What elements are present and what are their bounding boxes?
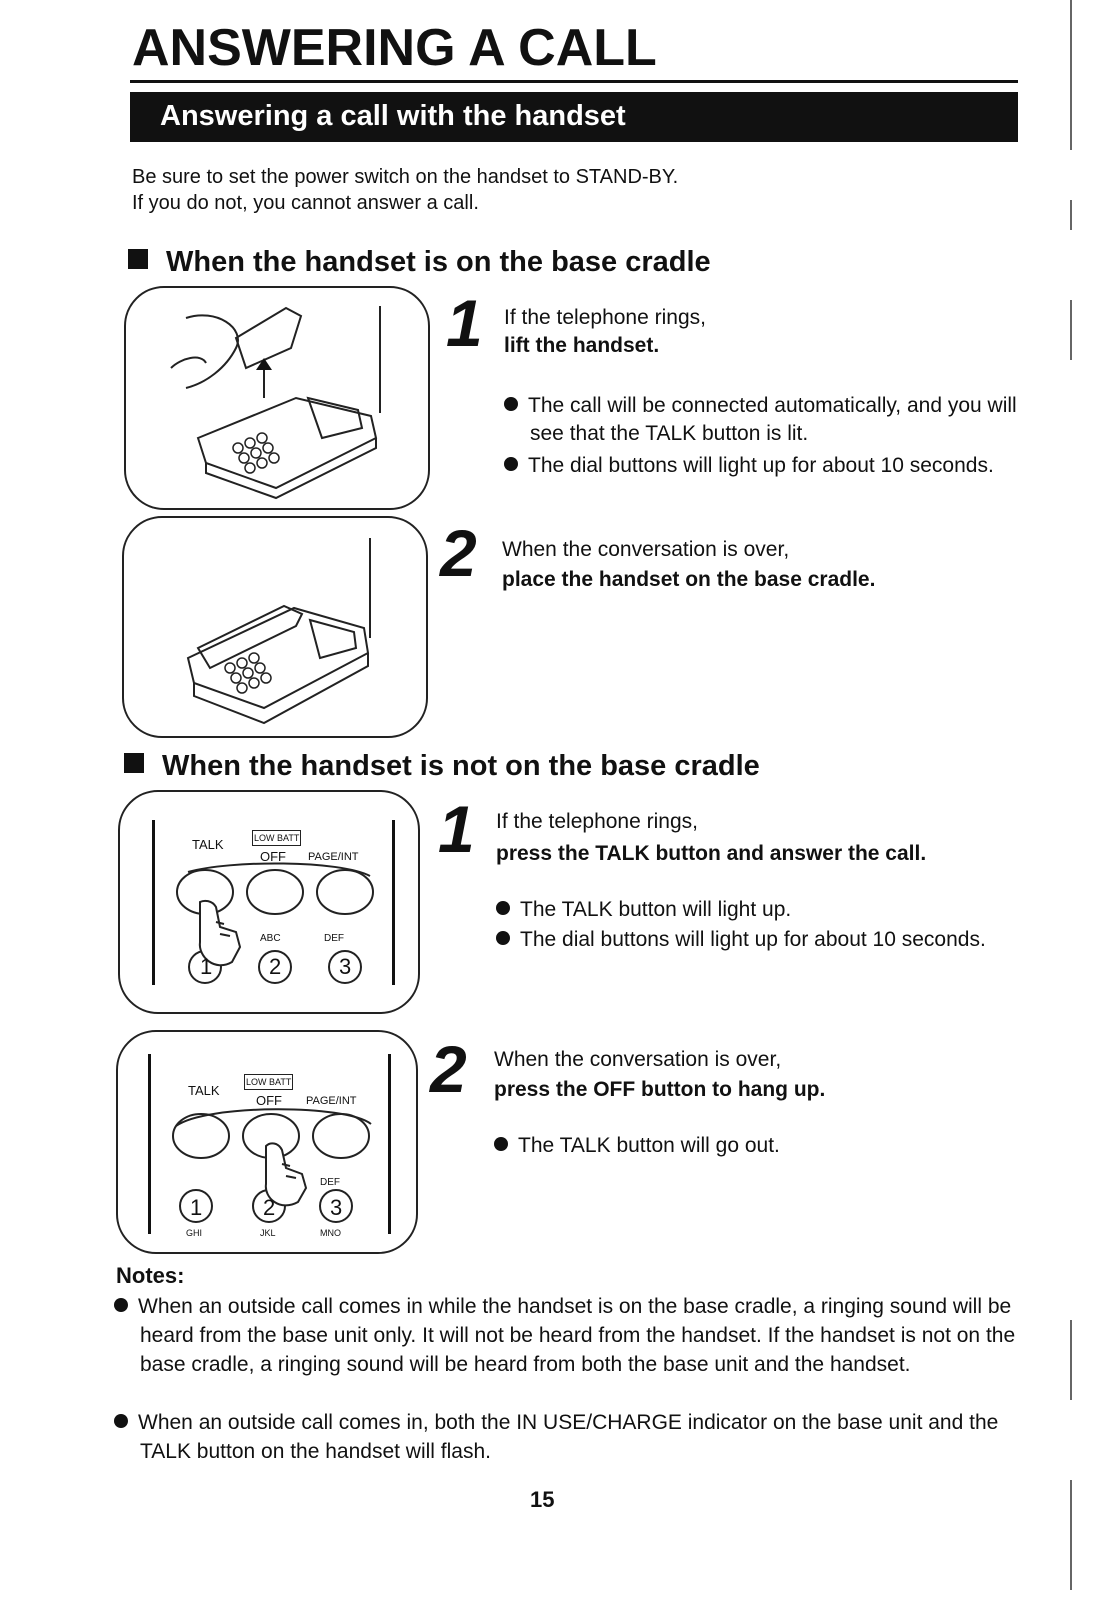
note-item: When an outside call comes in, both the IN USE/CHARGE indicator on the base unit and the TALK button on the handset will flash. [114, 1408, 1030, 1466]
bullet-dot-icon [504, 397, 518, 411]
key-1: 1 [190, 1195, 203, 1220]
scan-edge-line [1070, 1320, 1072, 1400]
step-action: press the TALK button and answer the call. [496, 842, 927, 865]
bullet-item: The dial buttons will light up for about 10 seconds. [496, 926, 992, 954]
step-text: When the conversation is over, [494, 1048, 782, 1071]
step-number: 1 [438, 792, 475, 866]
page-number: 15 [530, 1487, 555, 1512]
section-banner-text: Answering a call with the handset [160, 100, 626, 132]
ghi-label: GHI [186, 1228, 203, 1238]
section-heading-off-cradle: When the handset is not on the base cradle [124, 748, 760, 784]
phone-lift-icon [126, 288, 428, 508]
bullet-item: The dial buttons will light up for about 10 seconds. [504, 452, 1045, 480]
mno-label: MNO [320, 1228, 341, 1238]
bullet-dot-icon [494, 1137, 508, 1151]
step-action: lift the handset. [504, 334, 660, 357]
key-3: 3 [330, 1195, 343, 1220]
def-label: DEF [320, 1177, 340, 1188]
illustration-lift-handset [124, 286, 430, 510]
def-label: DEF [324, 933, 344, 944]
step-text: When the conversation is over, [502, 538, 790, 561]
section-heading-on-cradle: When the handset is on the base cradle [128, 244, 711, 280]
key-1: 1 [200, 954, 213, 979]
bullet-dot-icon [114, 1298, 128, 1312]
off-label: OFF [260, 849, 286, 864]
scan-edge-line [1070, 300, 1072, 360]
bullet-dot-icon [496, 931, 510, 945]
bullet-dot-icon [114, 1414, 128, 1428]
low-batt-label: LOW BATT [244, 1074, 293, 1090]
intro-line-1: Be sure to set the power switch on the handset to STAND-BY. [132, 166, 679, 188]
key-2: 2 [263, 1195, 276, 1220]
jkl-label: JKL [260, 1228, 276, 1238]
step-action: place the handset on the base cradle. [502, 568, 876, 591]
bullet-item: The call will be connected automatically, and you will see that the TALK button is lit. [504, 392, 1045, 448]
note-item: When an outside call comes in while the handset is on the base cradle, a ringing sound will be heard from the base unit only. It will not be heard from the handset. If the handset is not on the base cradle, a ringing sound will be heard from both the base unit and the handset. [114, 1292, 1030, 1379]
scan-edge-line [1070, 200, 1072, 230]
key-2: 2 [269, 954, 282, 979]
talk-label: TALK [192, 837, 224, 852]
step-text: If the telephone rings, [504, 306, 706, 329]
page-int-label: PAGE/INT [308, 851, 359, 863]
phone-cradle-icon [124, 518, 426, 736]
bullet-item: The TALK button will go out. [494, 1132, 1040, 1160]
title-rule [130, 80, 1018, 83]
key-3: 3 [339, 954, 352, 979]
illustration-handset-on-cradle [122, 516, 428, 738]
scan-edge-line [1070, 0, 1072, 150]
low-batt-label: LOW BATT [252, 830, 301, 846]
abc-label: ABC [260, 933, 281, 944]
talk-label: TALK [188, 1083, 220, 1098]
panel-edge-left [148, 1054, 151, 1234]
illustration-press-talk [118, 790, 420, 1014]
panel-edge-left [152, 820, 155, 985]
step-number: 2 [440, 516, 477, 590]
panel-edge-right [388, 1054, 391, 1234]
page-int-label: PAGE/INT [306, 1095, 357, 1107]
square-bullet-icon [128, 249, 148, 269]
square-bullet-icon [124, 753, 144, 773]
illustration-press-off [116, 1030, 418, 1254]
scan-edge-line [1070, 1480, 1072, 1590]
bullet-dot-icon [496, 901, 510, 915]
step-text: If the telephone rings, [496, 810, 698, 833]
bullet-item: The TALK button will light up. [496, 896, 1042, 924]
bullet-dot-icon [504, 457, 518, 471]
panel-edge-right [392, 820, 395, 985]
step-number: 1 [446, 286, 483, 360]
intro-line-2: If you do not, you cannot answer a call. [132, 192, 479, 214]
page-title: ANSWERING A CALL [132, 19, 657, 77]
step-action: press the OFF button to hang up. [494, 1078, 826, 1101]
step-number: 2 [430, 1032, 467, 1106]
off-label: OFF [256, 1093, 282, 1108]
notes-heading: Notes: [116, 1263, 185, 1288]
